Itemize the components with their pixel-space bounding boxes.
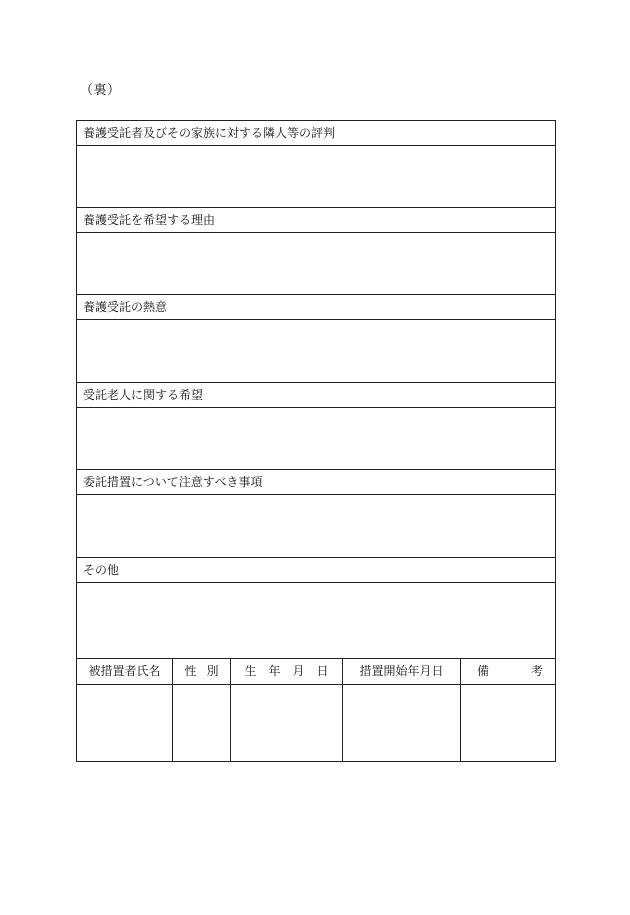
header-remarks-char-2: 考: [530, 664, 543, 678]
section-field-neighbor-reputation[interactable]: [77, 146, 555, 208]
section-field-placement-notes[interactable]: [77, 495, 555, 558]
cell-birth-date[interactable]: [231, 685, 343, 762]
page-side-label: （裏）: [80, 83, 121, 98]
placement-table-header: [77, 659, 555, 685]
section-label-neighbor-reputation: 養護受託者及びその家族に対する隣人等の評判: [77, 121, 555, 146]
section-label-other: その他: [77, 558, 555, 583]
header-sex-text: 性別: [184, 664, 229, 678]
cell-sex[interactable]: [173, 685, 231, 762]
placement-table-row: [77, 685, 555, 762]
section-field-other[interactable]: [77, 583, 555, 659]
section-label-elderly-preference: 受託老人に関する希望: [77, 383, 555, 408]
section-field-elderly-preference[interactable]: [77, 408, 555, 470]
cell-remarks[interactable]: [461, 685, 555, 762]
section-field-reason-for-request[interactable]: [77, 233, 555, 295]
cell-placement-start-date[interactable]: [343, 685, 461, 762]
form-table: [76, 120, 556, 762]
header-placed-person-name: 被措置者氏名: [77, 659, 173, 685]
header-birth-date-text: 生年月日: [244, 664, 341, 678]
header-birth-date: [231, 659, 343, 685]
section-label-enthusiasm: 養護受託の熱意: [77, 295, 555, 320]
header-placement-start-date: 措置開始年月日: [343, 659, 461, 685]
section-label-placement-notes: 委託措置について注意すべき事項: [77, 470, 555, 495]
cell-placed-person-name[interactable]: [77, 685, 173, 762]
header-remarks-char-1: 備: [477, 664, 490, 678]
section-label-reason-for-request: 養護受託を希望する理由: [77, 208, 555, 233]
section-field-enthusiasm[interactable]: [77, 320, 555, 383]
header-sex: [173, 659, 231, 685]
header-remarks: [461, 659, 555, 685]
